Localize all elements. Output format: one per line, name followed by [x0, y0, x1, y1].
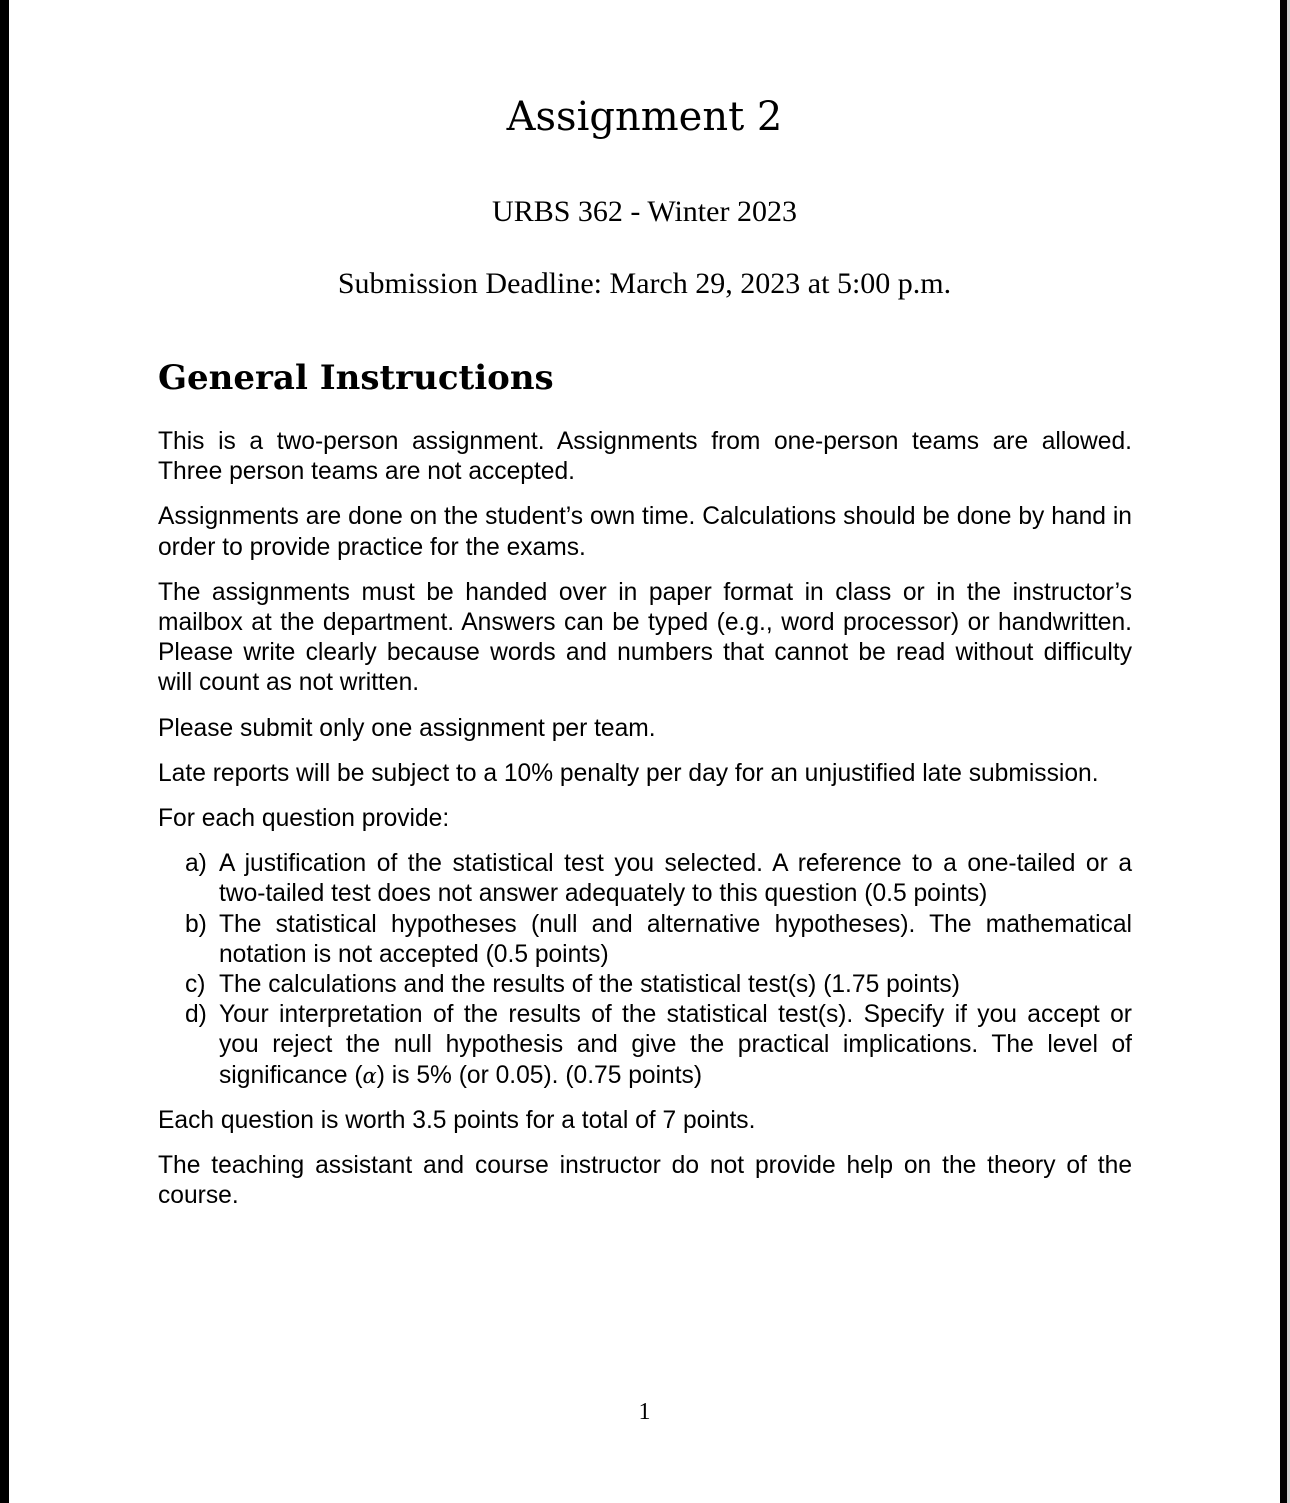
- paragraph-list-intro: For each question provide:: [158, 805, 450, 833]
- document-title: Assignment 2: [506, 94, 783, 140]
- list-item: [158, 1000, 1132, 1091]
- submission-deadline: Submission Deadline: March 29, 2023 at 5:00 p.m.: [337, 267, 952, 300]
- list-marker: a): [185, 850, 207, 878]
- document-page: [9, 0, 1280, 1503]
- paragraph-submission-format: The assignments must be handed over in paper format in class or in the instructor’s mailbox at the department. Answers can be typed (e.g., word processor) or handwritten. Please write clearly because words and numbers that cannot be read without difficulty will count as not written.: [158, 578, 1132, 697]
- paragraph-one-per-team: Please submit only one assignment per team.: [158, 714, 656, 742]
- page-number: 1: [638, 1399, 651, 1425]
- list-item-text: The statistical hypotheses (null and alternative hypotheses). The mathematical notation is not accepted (0.5 points): [219, 910, 1132, 968]
- paragraph-own-time: Assignments are done on the student’s own time. Calculations should be done by hand in order to provide practice for the exams.: [158, 503, 1132, 561]
- section-heading: General Instructions: [158, 358, 554, 398]
- list-marker: c): [185, 971, 206, 999]
- requirements-list: [158, 849, 1132, 1091]
- list-item: [158, 849, 1132, 909]
- instructions-body: [158, 427, 1132, 1226]
- list-marker: b): [185, 910, 207, 938]
- list-marker: d): [185, 1001, 207, 1029]
- course-subtitle: URBS 362 - Winter 2023: [492, 195, 797, 228]
- paragraph-no-theory-help: The teaching assistant and course instructor do not provide help on the theory of the course.: [158, 1152, 1132, 1210]
- alpha-symbol: α: [362, 1063, 377, 1088]
- paragraph-points-total: Each question is worth 3.5 points for a total of 7 points.: [158, 1106, 756, 1134]
- paragraph-late-penalty: Late reports will be subject to a 10% penalty per day for an unjustified late submission.: [158, 759, 1099, 787]
- list-item: [158, 970, 1132, 1000]
- list-item-text: The calculations and the results of the statistical test(s) (1.75 points): [219, 971, 960, 999]
- list-item-text: A justification of the statistical test you selected. A reference to a one-tailed or a two-tailed test does not answer adequately to this question (0.5 points): [219, 850, 1132, 908]
- paragraph-team-size: This is a two-person assignment. Assignments from one-person teams are allowed. Three person teams are not accepted.: [158, 428, 1132, 486]
- list-item-text-continued: ) is 5% (or 0.05). (0.75 points): [376, 1061, 703, 1089]
- list-item-text: Your interpretation of the results of the statistical test(s). Specify if you accept or you reject the null hypothesis and give the practical implications. The level of significance (: [219, 1001, 1132, 1089]
- list-item: [158, 910, 1132, 970]
